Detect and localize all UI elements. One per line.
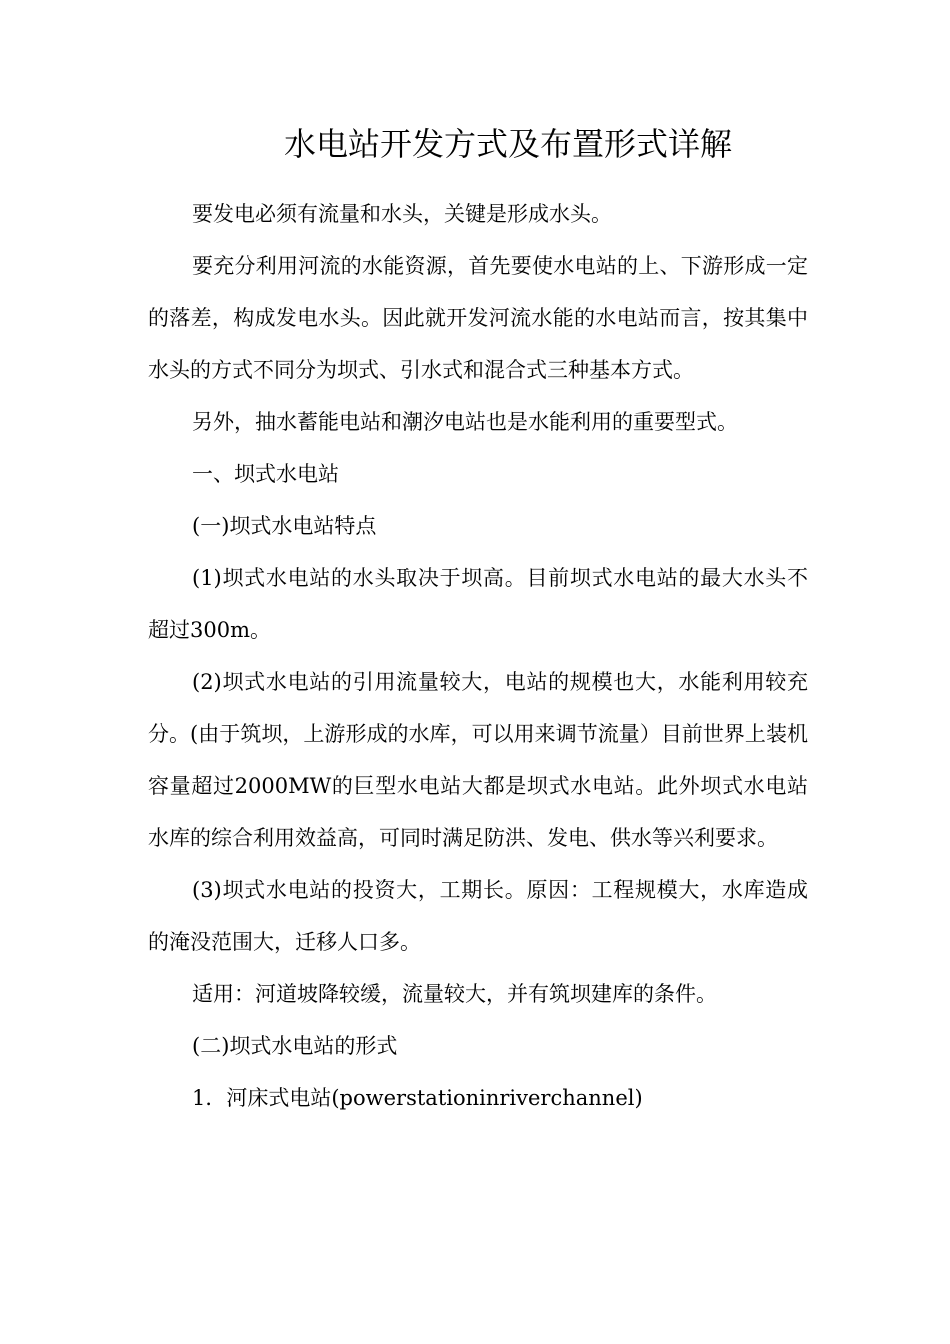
document-title: 水电站开发方式及布置形式详解: [283, 125, 732, 163]
paragraph: (3)坝式水电站的投资大，工期长。原因：工程规模大，水库造成的淹没范围大，迁移人口多。: [148, 878, 808, 954]
paragraph: 要充分利用河流的水能资源，首先要使水电站的上、下游形成一定的落差，构成发电水头。因此就开发河流水能的水电站而言，按其集中水头的方式不同分为坝式、引水式和混合式三种基本方式。: [148, 254, 808, 382]
paragraph: (1)坝式水电站的水头取决于坝高。目前坝式水电站的最大水头不超过300m。: [148, 566, 808, 642]
subsection-heading: (二)坝式水电站的形式: [192, 1034, 398, 1058]
paragraph: 要发电必须有流量和水头，关键是形成水头。: [192, 202, 612, 226]
list-item-heading: 1．河床式电站(powerstationinriverchannel): [192, 1086, 643, 1110]
subsection-heading: (一)坝式水电站特点: [192, 514, 377, 538]
section-heading: 一、坝式水电站: [192, 462, 339, 486]
paragraph: 另外，抽水蓄能电站和潮汐电站也是水能利用的重要型式。: [192, 410, 738, 434]
paragraph: 适用：河道坡降较缓，流量较大，并有筑坝建库的条件。: [192, 982, 717, 1006]
paragraph: (2)坝式水电站的引用流量较大，电站的规模也大，水能利用较充分。(由于筑坝，上游形成的水库，可以用来调节流量）目前世界上装机容量超过2000MW的巨型水电站大都是坝式水电站。此外坝式水电站水库的综合利用效益高，可同时满足防洪、发电、供水等兴利要求。: [148, 670, 808, 850]
document-body: [148, 188, 808, 1124]
